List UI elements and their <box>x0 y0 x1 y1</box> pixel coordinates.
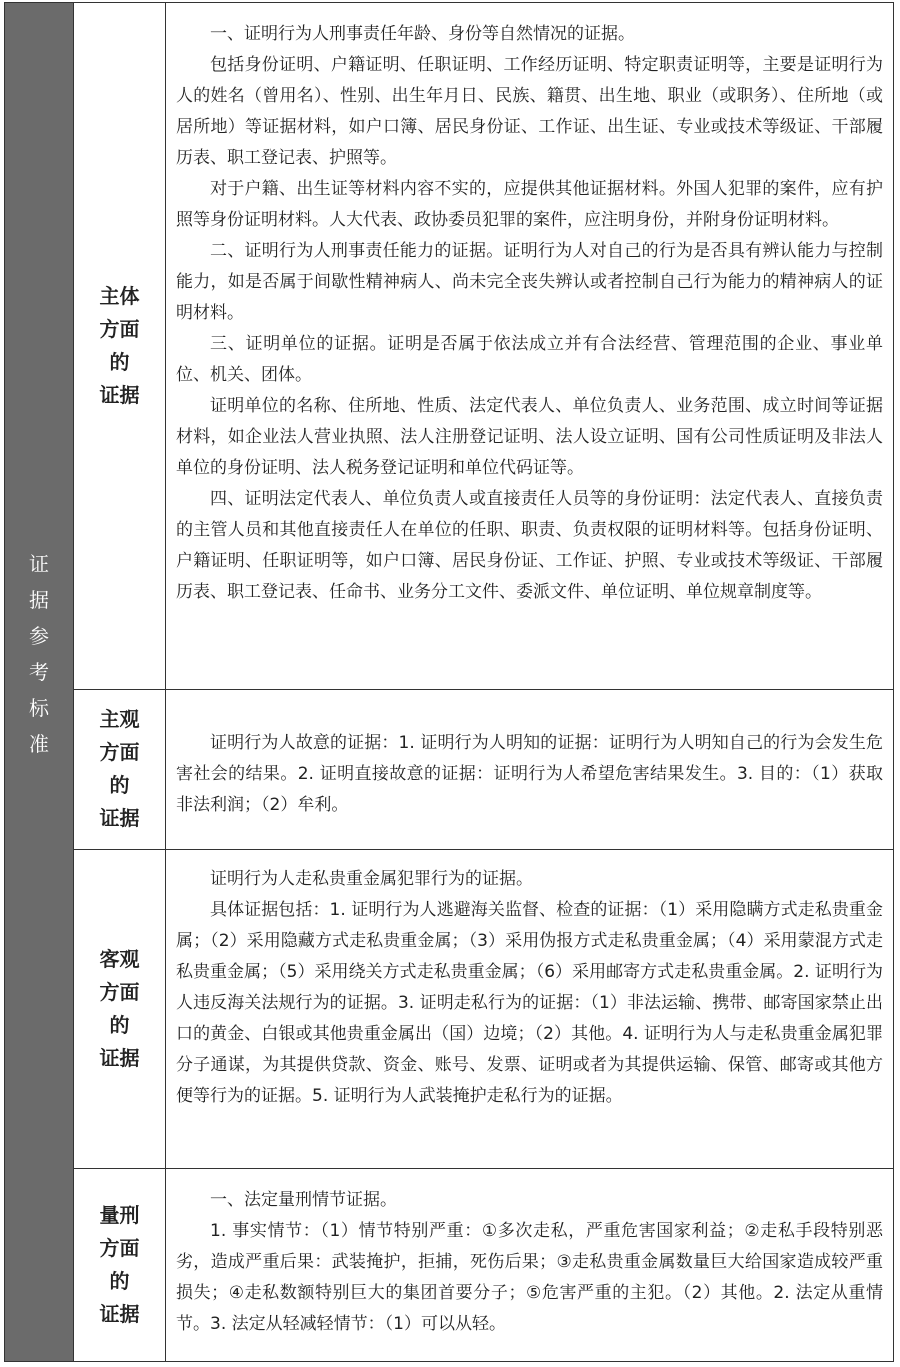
row-label-line: 方面 <box>99 980 140 1005</box>
side-title-char: 考 <box>29 660 49 684</box>
evidence-standards-table <box>4 2 894 1362</box>
row-label-line: 的 <box>109 773 130 798</box>
row-label-line: 量刑 <box>99 1203 140 1228</box>
side-title-char: 据 <box>29 588 49 612</box>
row-label-line: 客观 <box>99 947 140 972</box>
row-label-line: 方面 <box>99 1236 140 1261</box>
row-content-objective <box>166 850 893 1169</box>
row-label-line: 的 <box>109 349 130 374</box>
paragraph: 一、法定量刑情节证据。 <box>210 1190 397 1211</box>
paragraph: 证明行为人故意的证据：1. 证明行为人明知的证据：证明行为人明知自己的行为会发生危害社会的结果。2. 证明直接故意的证据：证明行为人希望危害结果发生。3. 目的：（1）获取非法利润；（2）牟利。 <box>176 732 883 815</box>
paragraph: 包括身份证明、户籍证明、任职证明、工作经历证明、特定职责证明等，主要是证明行为人的姓名（曾用名）、性别、出生年月日、民族、籍贯、出生地、职业（或职务）、住所地（或居所地）等证据材料，如户口簿、居民身份证、工作证、出生证、专业或技术等级证、干部履历表、职工登记表、护照等。 <box>176 55 883 168</box>
side-title <box>5 551 73 757</box>
row-label-line: 主体 <box>99 283 140 308</box>
side-title-band <box>5 3 74 1361</box>
row-label-line: 证据 <box>99 806 140 831</box>
paragraph: 对于户籍、出生证等材料内容不实的，应提供其他证据材料。外国人犯罪的案件，应有护照等身份证明材料。人大代表、政协委员犯罪的案件，应注明身份，并附身份证明材料。 <box>176 179 883 230</box>
row-label-line: 的 <box>109 1013 130 1038</box>
row-content-subjective <box>166 690 893 849</box>
paragraph: 证明行为人走私贵重金属犯罪行为的证据。 <box>210 868 533 889</box>
row-label-line: 的 <box>109 1269 130 1294</box>
table-rows <box>74 3 893 1361</box>
row-label-subjective <box>74 690 166 849</box>
row-content-subject <box>166 3 893 689</box>
paragraph: 1. 事实情节：（1）情节特别严重：①多次走私，严重危害国家利益；②走私手段特别恶劣，造成严重后果：武装掩护，拒捕，死伤后果；③走私贵重金属数量巨大给国家造成较严重损失；④走私数额特别巨大的集团首要分子；⑤危害严重的主犯。（2）其他。2. 法定从重情节。3. 法定从轻减轻情节：（1）可以从轻。 <box>176 1221 883 1335</box>
row-label-sentencing <box>74 1169 166 1361</box>
row-label-objective <box>74 850 166 1169</box>
paragraph: 三、证明单位的证据。证明是否属于依法成立并有合法经营、管理范围的企业、事业单位、机关、团体。 <box>176 334 883 385</box>
table-row-subjective-evidence <box>74 690 893 850</box>
side-title-char: 准 <box>29 732 49 756</box>
row-content-sentencing <box>166 1169 893 1361</box>
row-label-line: 证据 <box>99 382 140 407</box>
side-title-char: 证 <box>29 552 49 576</box>
row-label-line: 主观 <box>99 707 140 732</box>
side-title-char: 标 <box>29 696 49 720</box>
paragraph: 二、证明行为人刑事责任能力的证据。证明行为人对自己的行为是否具有辨认能力与控制能力，如是否属于间歇性精神病人、尚未完全丧失辨认或者控制自己行为能力的精神病人的证明材料。 <box>176 241 883 323</box>
paragraph: 具体证据包括：1. 证明行为人逃避海关监督、检查的证据：（1）采用隐瞒方式走私贵重金属；（2）采用隐藏方式走私贵重金属；（3）采用伪报方式走私贵重金属；（4）采用蒙混方式走私贵重金属；（5）采用绕关方式走私贵重金属；（6）采用邮寄方式走私贵重金属。2. 证明行为人违反海关法规行为的证据。3. 证明走私行为的证据：（1）非法运输、携带、邮寄国家禁止出口的黄金、白银或其他贵重金属出（国）边境；（2）其他。4. 证明行为人与走私贵重金属犯罪分子通谋，为其提供贷款、资金、账号、发票、证明或者为其提供运输、保管、邮寄或其他方便等行为的证据。5. 证明行为人武装掩护走私行为的证据。 <box>176 899 883 1106</box>
table-row-subject-evidence <box>74 3 893 690</box>
paragraph: 一、证明行为人刑事责任年龄、身份等自然情况的证据。 <box>210 24 635 44</box>
side-title-char: 参 <box>29 624 49 648</box>
row-label-subject <box>74 3 166 689</box>
row-label-line: 证据 <box>99 1302 140 1327</box>
table-row-objective-evidence <box>74 850 893 1170</box>
paragraph: 四、证明法定代表人、单位负责人或直接责任人员等的身份证明：法定代表人、直接负责的主管人员和其他直接责任人在单位的任职、职责、负责权限的证明材料等。包括身份证明、户籍证明、任职证明等，如户口簿、居民身份证、工作证、护照、专业或技术等级证、干部履历表、职工登记表、任命书、业务分工文件、委派文件、单位证明、单位规章制度等。 <box>176 489 883 602</box>
row-label-line: 方面 <box>99 316 140 341</box>
table-row-sentencing-evidence <box>74 1169 893 1361</box>
row-label-line: 方面 <box>99 740 140 765</box>
paragraph: 证明单位的名称、住所地、性质、法定代表人、单位负责人、业务范围、成立时间等证据材料，如企业法人营业执照、法人注册登记证明、法人设立证明、国有公司性质证明及非法人单位的身份证明、法人税务登记证明和单位代码证等。 <box>176 396 883 478</box>
row-label-line: 证据 <box>99 1046 140 1071</box>
